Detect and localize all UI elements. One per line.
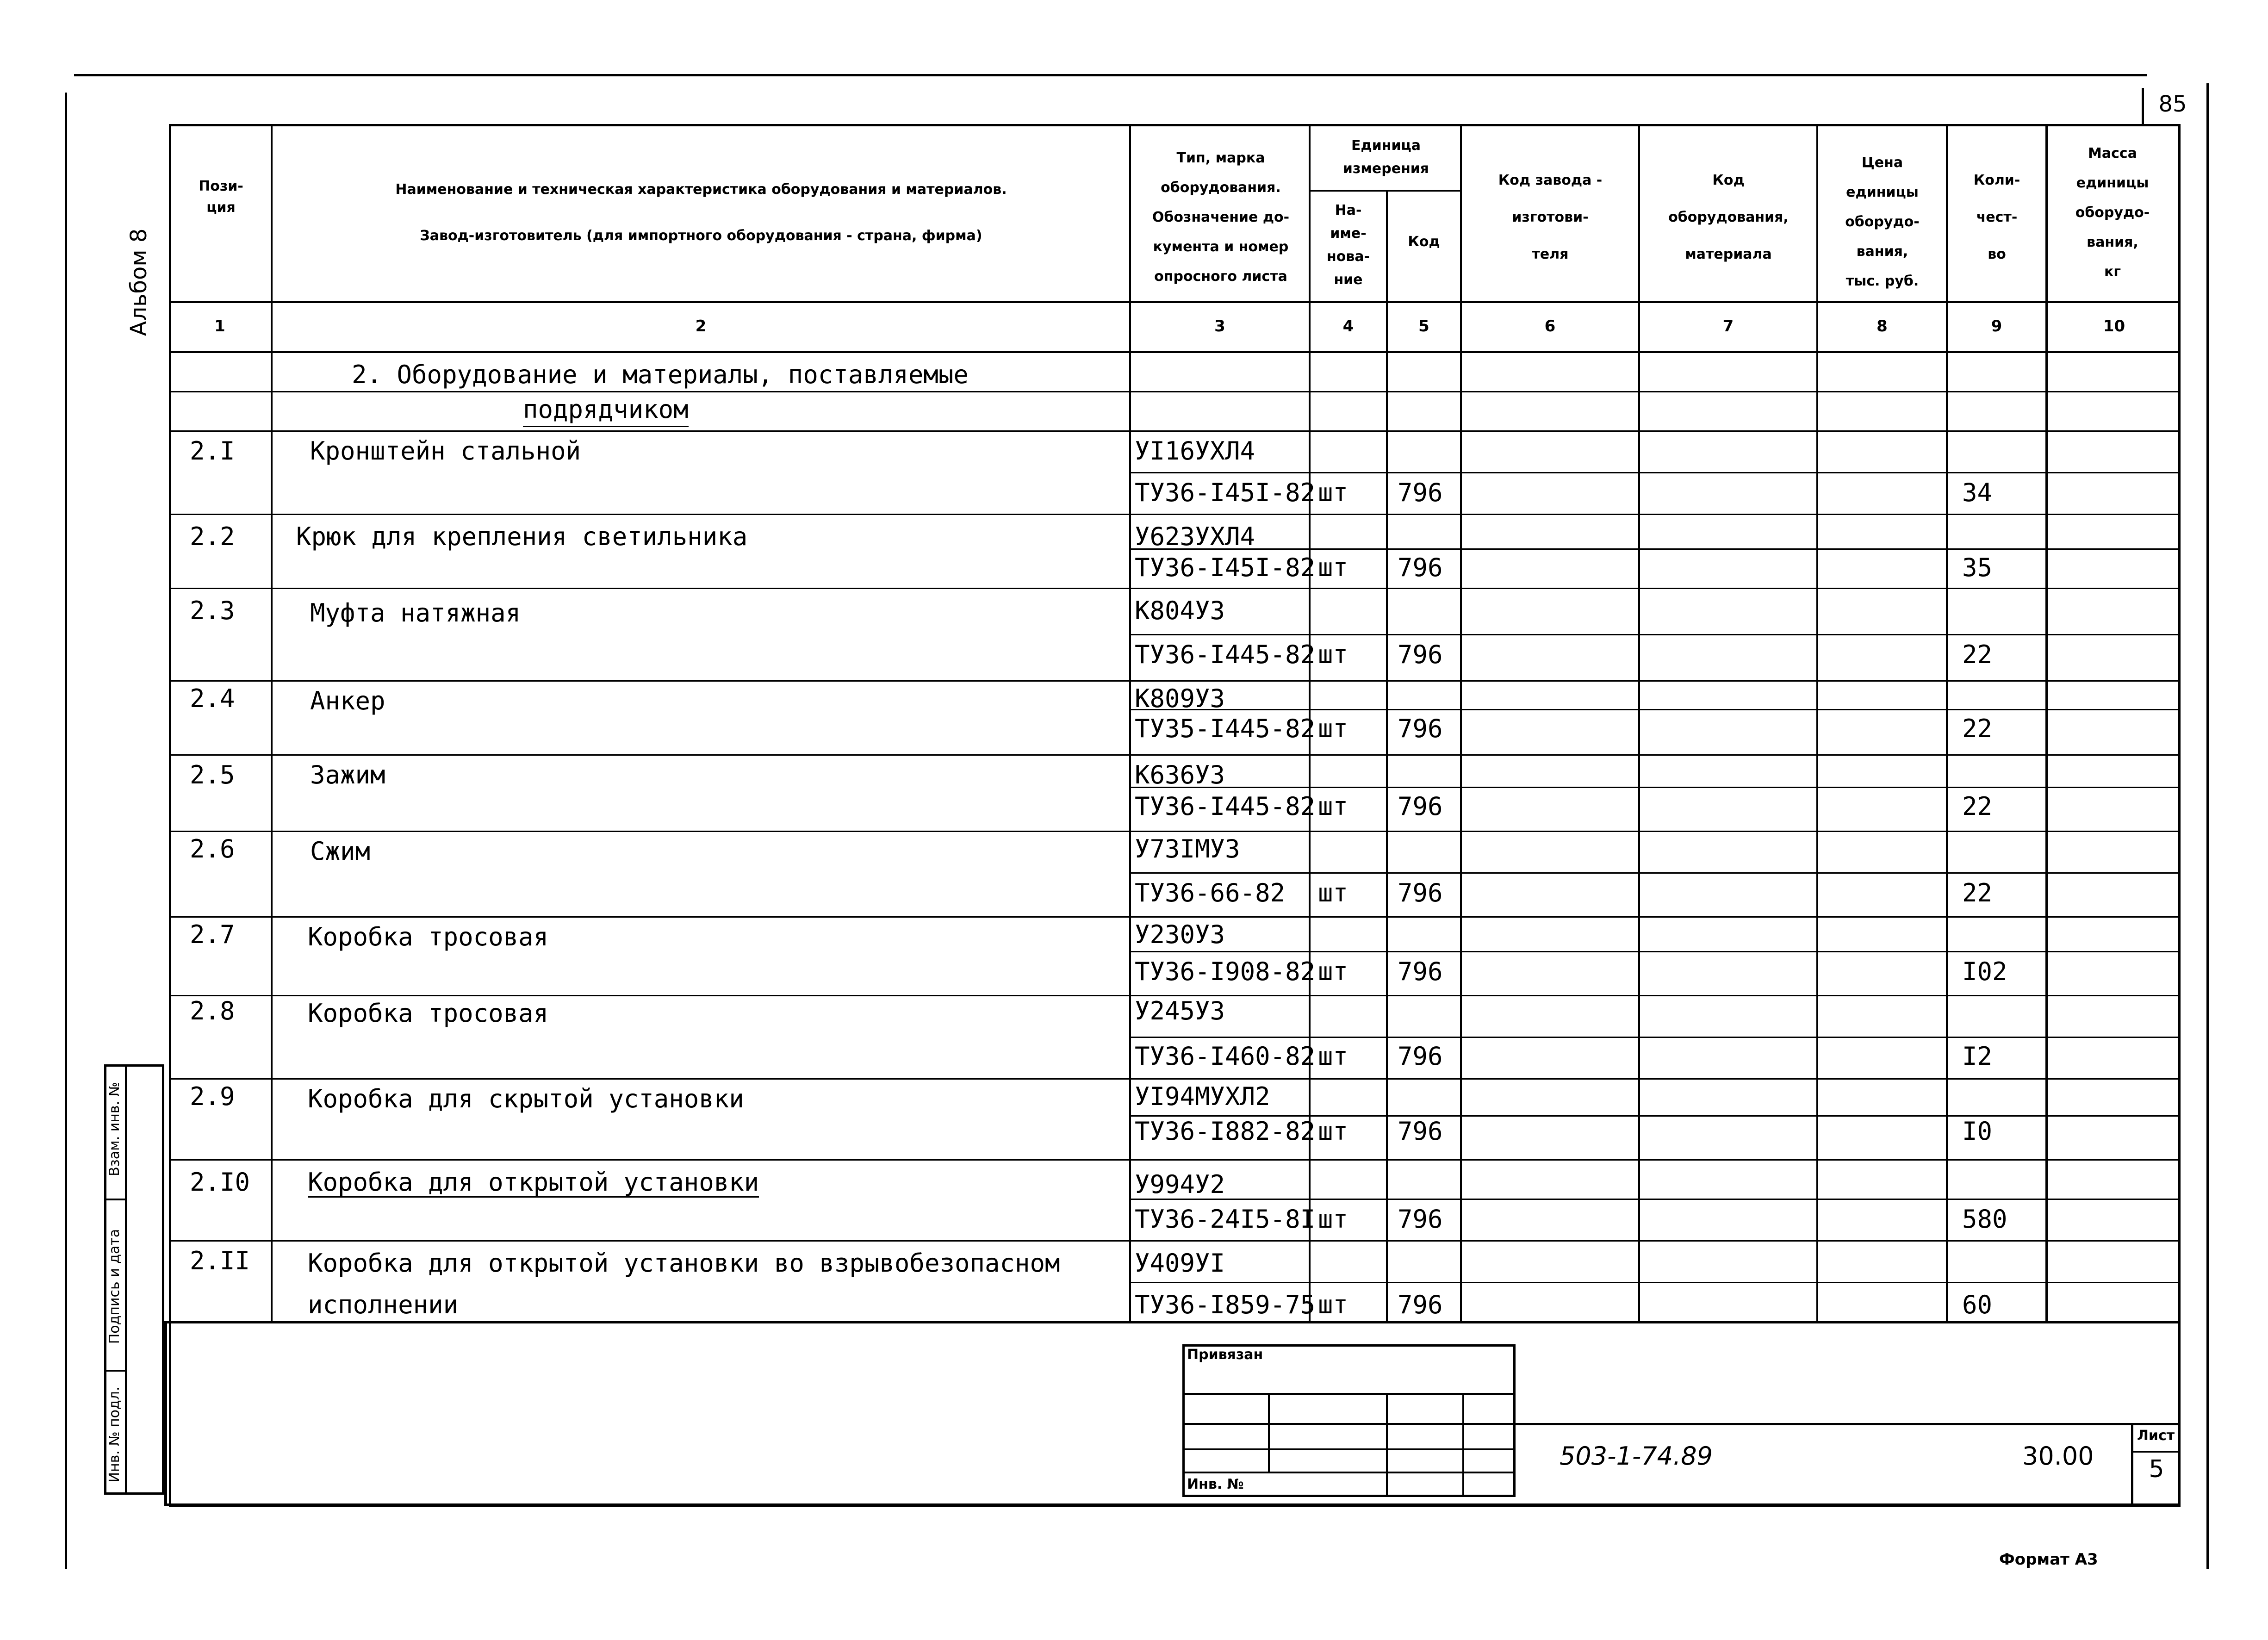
col-line-4 — [1386, 190, 1388, 1323]
section-title-line2: подрядчиком — [523, 393, 689, 427]
doc-code: 30.00 — [2022, 1441, 2094, 1471]
row-qty: I0 — [1962, 1117, 1993, 1146]
row-doc: ТУ36-I908-82 — [1135, 957, 1316, 986]
col-number: 8 — [1877, 317, 1888, 335]
row-position: 2.6 — [190, 834, 235, 863]
row-name: Коробка для скрытой установки — [308, 1084, 744, 1113]
header-position: Пози- ция — [199, 178, 243, 216]
sheet-line — [2131, 1451, 2181, 1453]
col-number: 7 — [1722, 317, 1734, 335]
row-unit: шт — [1318, 714, 1348, 743]
row-unit: шт — [1318, 640, 1348, 669]
row-type: У994У2 — [1135, 1170, 1225, 1199]
row-qty: I2 — [1962, 1042, 1993, 1071]
row-unit: шт — [1318, 478, 1348, 507]
col-number: 4 — [1342, 317, 1354, 335]
row-qty: 35 — [1962, 553, 1993, 582]
row-qty: 22 — [1962, 714, 1993, 743]
row-code: 796 — [1398, 1117, 1443, 1146]
unit-sub-line — [1309, 190, 1460, 192]
left-rule — [65, 93, 67, 1569]
row-name: Муфта натяжная — [310, 598, 521, 627]
col-number: 1 — [214, 317, 225, 335]
row-unit: шт — [1318, 957, 1348, 986]
row-position: 2.7 — [190, 920, 235, 949]
row-name: Коробка для открытой установки во взрывобезопасном — [308, 1249, 1060, 1278]
stamp-inv-label: Инв. № — [1187, 1476, 1244, 1492]
stamp-top-line — [1516, 1423, 2181, 1425]
row-line — [169, 754, 2181, 756]
row-type: К809У3 — [1135, 684, 1225, 713]
row-code: 796 — [1398, 714, 1443, 743]
row-unit: шт — [1318, 1205, 1348, 1234]
row-line — [1129, 872, 2181, 874]
row-line — [169, 1240, 2181, 1242]
header-factory-code: Код завода - изготови- теля — [1498, 172, 1603, 262]
row-qty: 22 — [1962, 878, 1993, 907]
row-position: 2.2 — [190, 522, 235, 551]
row-code: 796 — [1398, 553, 1443, 582]
row-name: Сжим — [310, 837, 371, 866]
row-line — [169, 1159, 2181, 1161]
row-line — [1129, 634, 2181, 635]
stamp-line — [1182, 1448, 1516, 1450]
doc-number: 503-1-74.89 — [1560, 1441, 1713, 1471]
row-line — [1129, 709, 2181, 710]
header-price: Цена единицы оборудо- вания, тыс. руб. — [1845, 155, 1920, 289]
row-type: У73IМУ3 — [1135, 834, 1240, 863]
stamp-line — [1182, 1393, 1516, 1395]
header-unit: Единица измерения — [1342, 137, 1429, 177]
stamp-bound-box — [1182, 1344, 1516, 1497]
row-name: Крюк для крепления светильника — [296, 522, 748, 551]
row-unit: шт — [1318, 553, 1348, 582]
side-label-inv-podl: Инв. № подл. — [106, 1386, 123, 1483]
row-doc: ТУ36-24I5-8I — [1135, 1205, 1316, 1234]
col-number: 5 — [1418, 317, 1429, 335]
row-code: 796 — [1398, 478, 1443, 507]
row-type: У230У3 — [1135, 920, 1225, 949]
row-unit: шт — [1318, 878, 1348, 907]
row-type: У409УI — [1135, 1249, 1225, 1278]
col-number: 2 — [695, 317, 707, 335]
row-line — [169, 514, 2181, 515]
row-line — [169, 1078, 2181, 1080]
row-unit: шт — [1318, 792, 1348, 821]
header-equipment-code: Код оборудования, материала — [1668, 172, 1789, 262]
row-line — [169, 588, 2181, 589]
row-position: 2.9 — [190, 1082, 235, 1111]
row-type: УI16УХЛ4 — [1135, 436, 1255, 466]
page-number-divider — [2142, 88, 2144, 125]
stamp-vline — [1268, 1393, 1270, 1472]
col-number: 3 — [1214, 317, 1225, 335]
row-line — [169, 680, 2181, 682]
row-line — [164, 1321, 2181, 1323]
row-doc: ТУ36-I45I-82 — [1135, 478, 1316, 507]
stamp-vline — [1462, 1393, 1464, 1497]
row-line — [1129, 1037, 2181, 1038]
row-position: 2.5 — [190, 760, 235, 789]
side-label-vzam: Взам. инв. № — [106, 1082, 123, 1176]
right-rule — [2206, 83, 2209, 1569]
row-position: 2.II — [190, 1246, 250, 1275]
row-name: Коробка тросовая — [308, 922, 549, 951]
row-doc: ТУ36-I882-82 — [1135, 1117, 1316, 1146]
row-type: К636У3 — [1135, 760, 1225, 789]
row-type: УI94МУХЛ2 — [1135, 1082, 1270, 1111]
row-line — [1129, 951, 2181, 952]
row-doc: ТУ36-I445-82 — [1135, 640, 1316, 669]
side-strip-line — [104, 1199, 127, 1200]
row-type: У245У3 — [1135, 996, 1225, 1025]
row-unit: шт — [1318, 1290, 1348, 1319]
row-doc: ТУ35-I445-82 — [1135, 714, 1316, 743]
row-qty: 34 — [1962, 478, 1993, 507]
numbers-bottom-line — [169, 351, 2181, 353]
row-qty: 22 — [1962, 792, 1993, 821]
stamp-vline — [1386, 1393, 1388, 1497]
col-number: 9 — [1991, 317, 2002, 335]
header-name: Наименование и техническая характеристика оборудования и материалов. Завод-изготовитель (для импортного оборудования - страна, фирма) — [395, 181, 1007, 244]
row-position: 2.3 — [190, 596, 235, 625]
row-position: 2.I0 — [190, 1168, 250, 1197]
format-label: Формат А3 — [1999, 1550, 2098, 1569]
row-name: Коробка тросовая — [308, 999, 549, 1028]
row-qty: 60 — [1962, 1290, 1993, 1319]
row-qty: 22 — [1962, 640, 1993, 669]
row-line — [1129, 1199, 2181, 1200]
row-code: 796 — [1398, 1205, 1443, 1234]
row-line — [169, 430, 2181, 432]
col-number: 6 — [1544, 317, 1556, 335]
header-type: Тип, марка оборудования. Обозначение до- кумента и номер опросного листа — [1152, 150, 1290, 285]
row-line — [169, 831, 2181, 832]
row-qty: I02 — [1962, 957, 2007, 986]
row-code: 796 — [1398, 792, 1443, 821]
row-line — [169, 916, 2181, 918]
album-label: Альбом 8 — [126, 228, 152, 336]
row-name: Кронштейн стальной — [310, 436, 581, 466]
page-number: 85 — [2158, 91, 2187, 117]
row-unit: шт — [1318, 1042, 1348, 1071]
top-rule — [74, 74, 2147, 76]
row-doc: ТУ36-66-82 — [1135, 878, 1286, 907]
row-doc: ТУ36-I460-82 — [1135, 1042, 1316, 1071]
stamp-line — [1182, 1423, 1516, 1425]
spec-table-bottom-frame — [164, 1321, 2181, 1506]
row-doc: ТУ36-I45I-82 — [1135, 553, 1316, 582]
side-label-podpis: Подпись и дата — [106, 1229, 123, 1344]
row-line — [1129, 472, 2181, 473]
header-unit-name: На- име- нова- ние — [1326, 202, 1370, 288]
stamp-bound-label: Привязан — [1187, 1347, 1263, 1363]
row-line — [1129, 548, 2181, 550]
row-position: 2.8 — [190, 996, 235, 1025]
row-name-continued: исполнении — [308, 1290, 459, 1319]
sheet-number: 5 — [2149, 1455, 2164, 1483]
row-doc: ТУ36-I859-75 — [1135, 1290, 1316, 1319]
section-title-line1: 2. Оборудование и материалы, поставляемые — [352, 359, 969, 392]
row-name: Анкер — [310, 686, 385, 715]
row-code: 796 — [1398, 878, 1443, 907]
stamp-line — [1182, 1472, 1516, 1473]
row-qty: 580 — [1962, 1205, 2007, 1234]
row-name: Зажим — [310, 760, 385, 789]
col-number: 10 — [2103, 317, 2125, 335]
row-type: У623УХЛ4 — [1135, 522, 1255, 551]
row-line — [1129, 1282, 2181, 1283]
row-code: 796 — [1398, 957, 1443, 986]
row-name: Коробка для открытой установки — [308, 1168, 759, 1197]
row-code: 796 — [1398, 640, 1443, 669]
row-doc: ТУ36-I445-82 — [1135, 792, 1316, 821]
header-unit-code: Код — [1408, 234, 1440, 250]
row-code: 796 — [1398, 1042, 1443, 1071]
row-position: 2.I — [190, 436, 235, 466]
row-line — [1129, 787, 2181, 788]
side-strip-line — [125, 1064, 127, 1495]
row-type: К804У3 — [1135, 596, 1225, 625]
row-code: 796 — [1398, 1290, 1443, 1319]
row-position: 2.4 — [190, 684, 235, 713]
sheet-label: Лист — [2137, 1428, 2175, 1444]
row-unit: шт — [1318, 1117, 1348, 1146]
header-quantity: Коли- чест- во — [1973, 172, 2020, 262]
header-mass: Масса единицы оборудо- вания, кг — [2075, 145, 2150, 280]
